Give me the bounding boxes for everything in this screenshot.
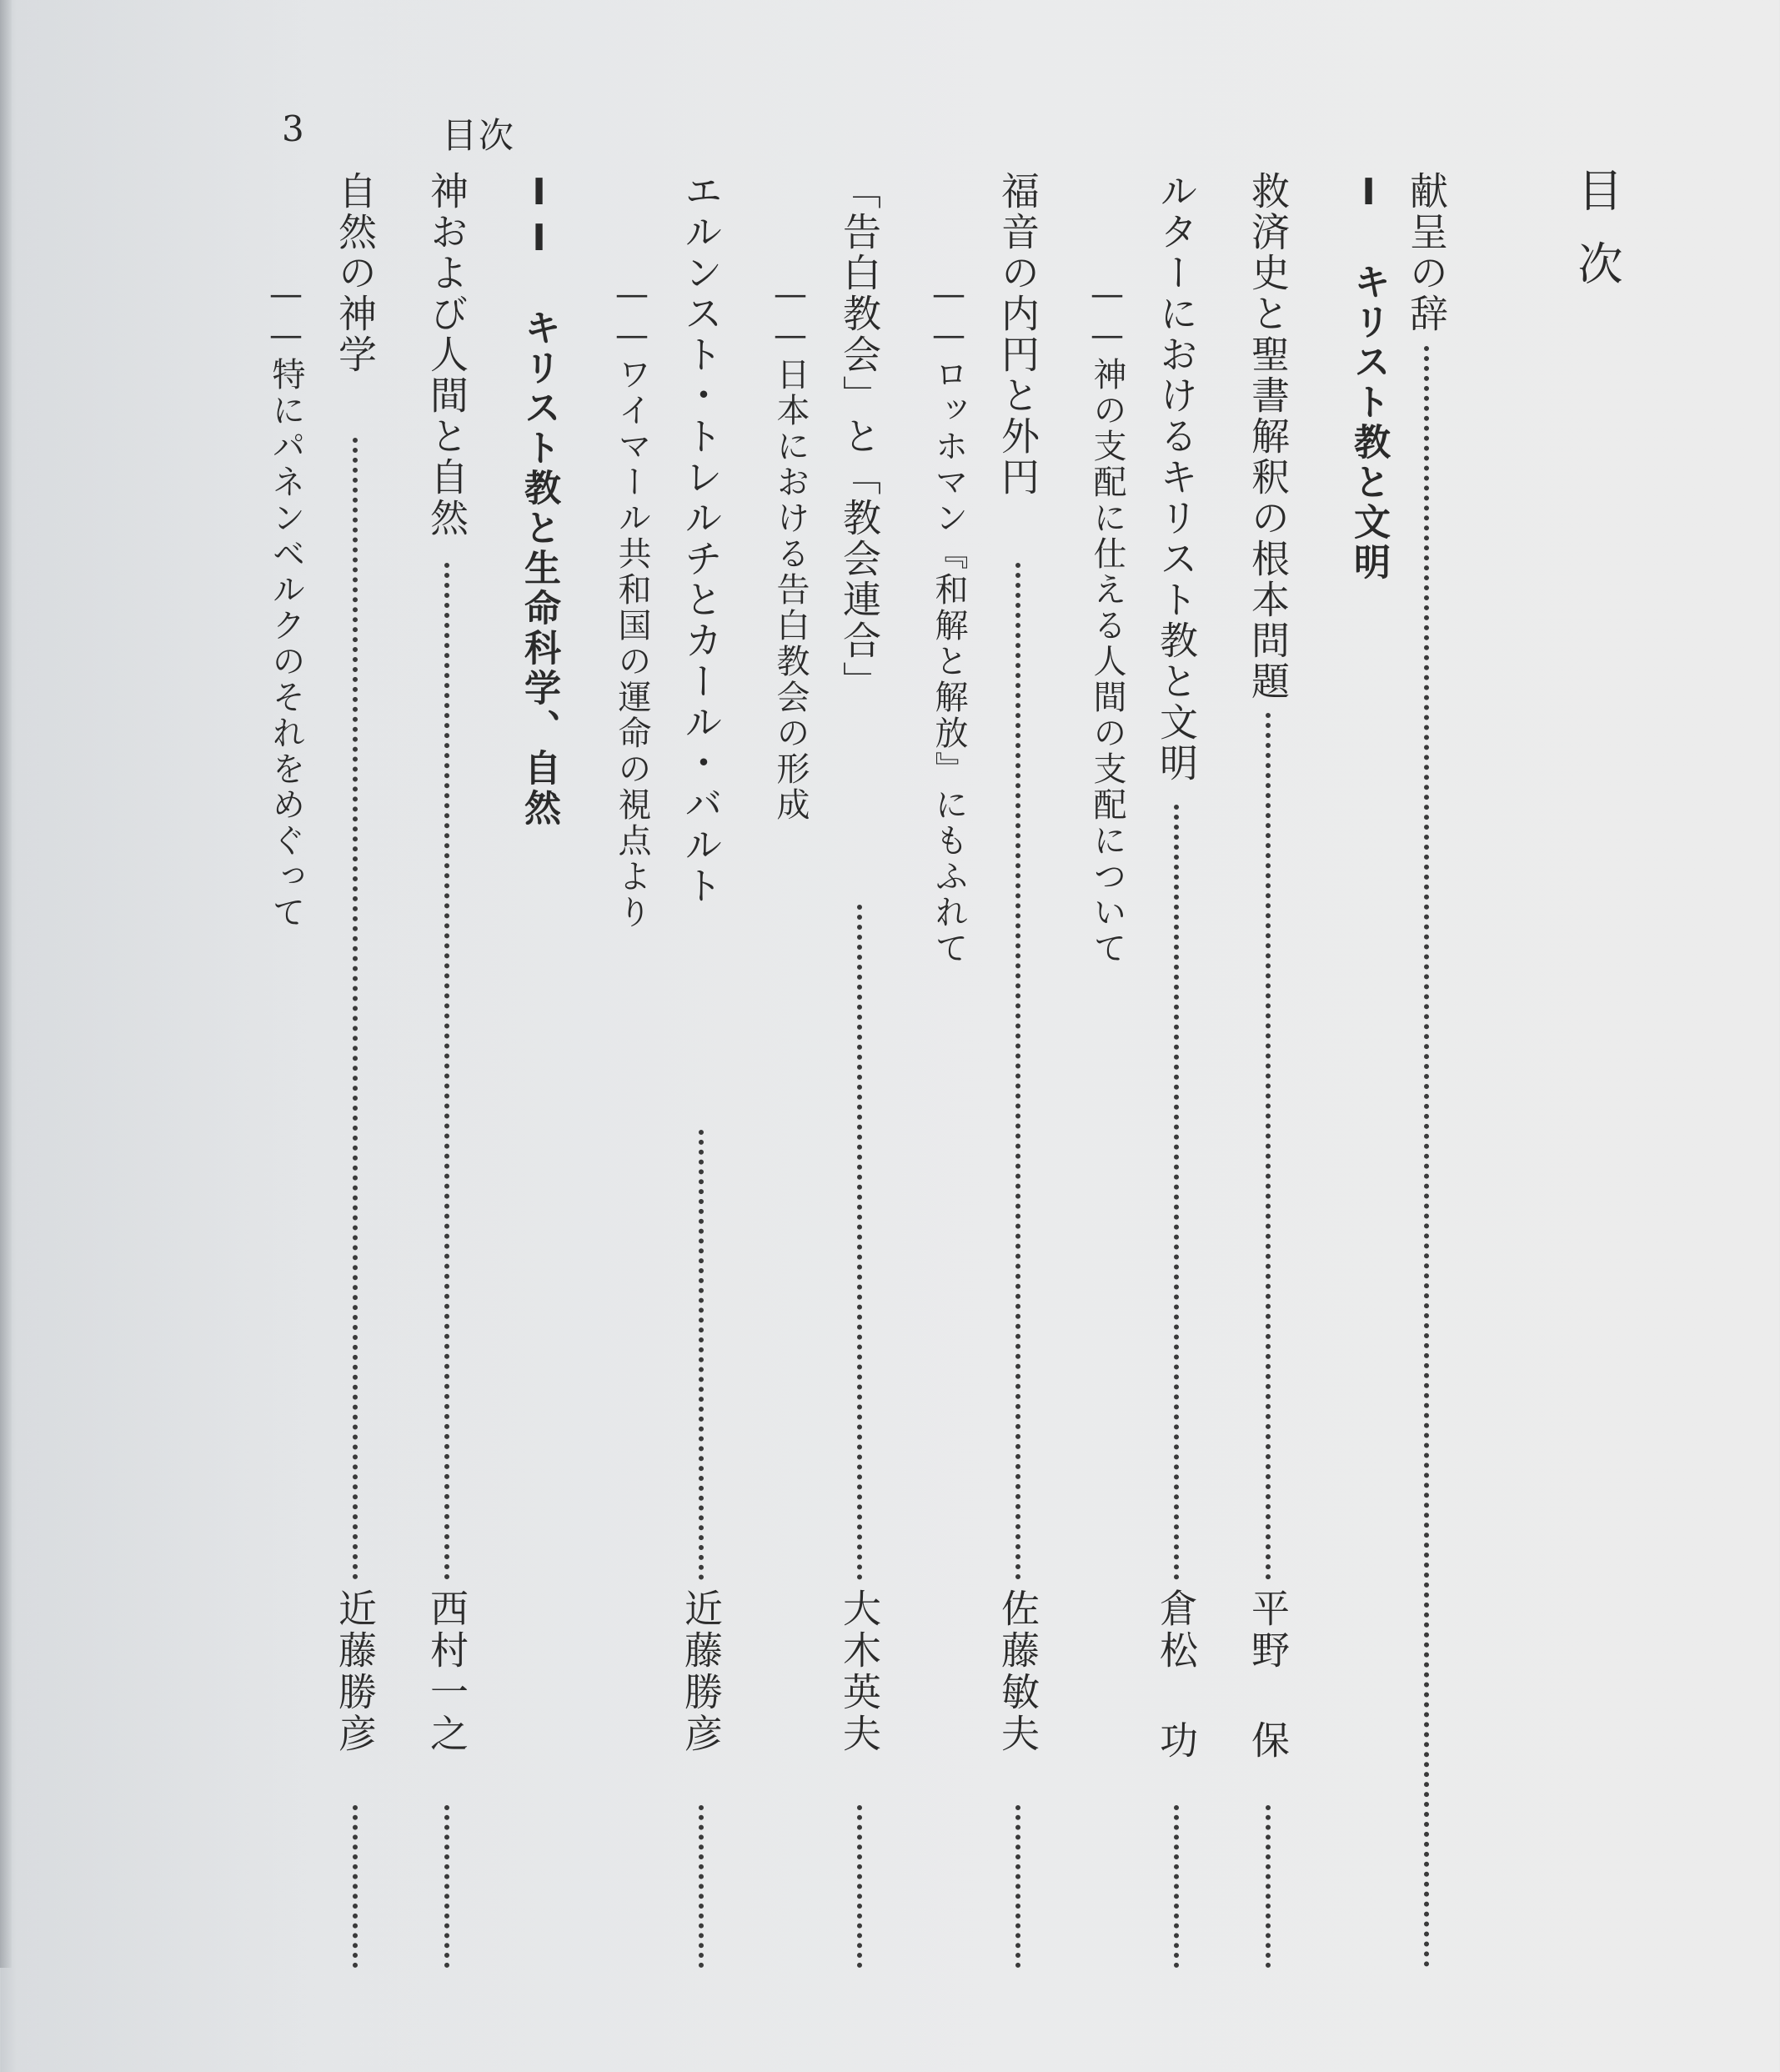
toc-entry-text: エルンスト・トレルチとカール・バルト — [679, 171, 724, 906]
toc-entry-subtitle-text: ——日本における告白教会の形成 — [771, 275, 810, 823]
toc-entry-author: 佐藤敏夫 — [995, 1588, 1040, 1755]
running-header-title: 目次 — [442, 115, 516, 156]
page-edge — [0, 0, 12, 1968]
toc-entry — [1401, 171, 1452, 1968]
toc-entry-subtitle — [925, 275, 977, 2072]
leader-dots — [857, 1805, 862, 1968]
leader-dots — [1174, 805, 1179, 1580]
leader-dots — [1266, 713, 1271, 1580]
toc-entry-subtitle — [609, 275, 660, 2072]
page-title: 目次 — [1571, 167, 1623, 314]
toc-entry-text: ルターにおけるキリスト教と文明 — [1154, 171, 1199, 784]
toc-entry — [1242, 171, 1294, 1968]
toc-entry-subtitle-text: ——ワイマール共和国の運命の視点より — [613, 275, 651, 931]
leader-dots — [353, 438, 358, 1580]
toc-entry-author: 近藤勝彦 — [679, 1588, 724, 1755]
toc-entry — [1151, 171, 1202, 1968]
leader-dots — [857, 905, 862, 1580]
toc-entry-author: 平野 保 — [1246, 1588, 1291, 1762]
toc-section-text: II キリスト教と生命科学、自然 — [518, 171, 560, 829]
leader-dots — [1015, 1805, 1020, 1968]
toc-entry — [329, 171, 381, 1968]
toc-entry — [675, 171, 727, 1968]
leader-dots — [1266, 1805, 1271, 1968]
toc-entry-author: 近藤勝彦 — [333, 1588, 378, 1755]
toc-entry-text: 福音の内円と外円 — [995, 171, 1040, 498]
toc-entry-text: 救済史と聖書解釈の根本問題 — [1246, 171, 1291, 702]
toc-entry-author: 大木英夫 — [837, 1588, 882, 1755]
toc-section-text: I キリスト教と文明 — [1347, 171, 1390, 583]
toc-entry-subtitle — [1084, 275, 1136, 2072]
toc-entry-author: 西村一之 — [424, 1588, 469, 1755]
toc-entry-subtitle-text: ——特にパネンベルクのそれをめぐって — [267, 275, 305, 931]
toc-entry-author: 倉松 功 — [1154, 1588, 1199, 1762]
toc-entry-text: 自然の神学 — [333, 171, 378, 375]
leader-dots — [1174, 1805, 1179, 1968]
running-header-page-number: 3 — [282, 108, 304, 149]
leader-dots — [444, 1805, 449, 1968]
toc-entry-subtitle-text: ——ロッホマン『和解と解放』にもふれて — [930, 275, 968, 966]
leader-dots — [699, 1805, 704, 1968]
toc-entry — [834, 171, 885, 1968]
toc-entry-subtitle — [263, 275, 314, 2072]
leader-dots — [353, 1805, 358, 1968]
toc-entry — [421, 171, 473, 1968]
toc-entry-subtitle — [767, 275, 819, 2072]
toc-entry-subtitle-text: ——神の支配に仕える人間の支配について — [1088, 275, 1126, 966]
toc-section-heading — [1342, 171, 1394, 1968]
leader-dots — [699, 1130, 704, 1580]
leader-dots — [444, 563, 449, 1580]
leader-dots — [1424, 346, 1429, 1968]
toc-entry-text: 献呈の辞 — [1404, 171, 1449, 334]
leader-dots — [1015, 563, 1020, 1580]
toc-entry — [992, 171, 1044, 1968]
toc-section-heading — [513, 171, 564, 1968]
toc-entry-text: 神および人間と自然 — [424, 171, 469, 539]
toc-entry-text: 「告白教会」と「教会連合」 — [837, 171, 882, 702]
